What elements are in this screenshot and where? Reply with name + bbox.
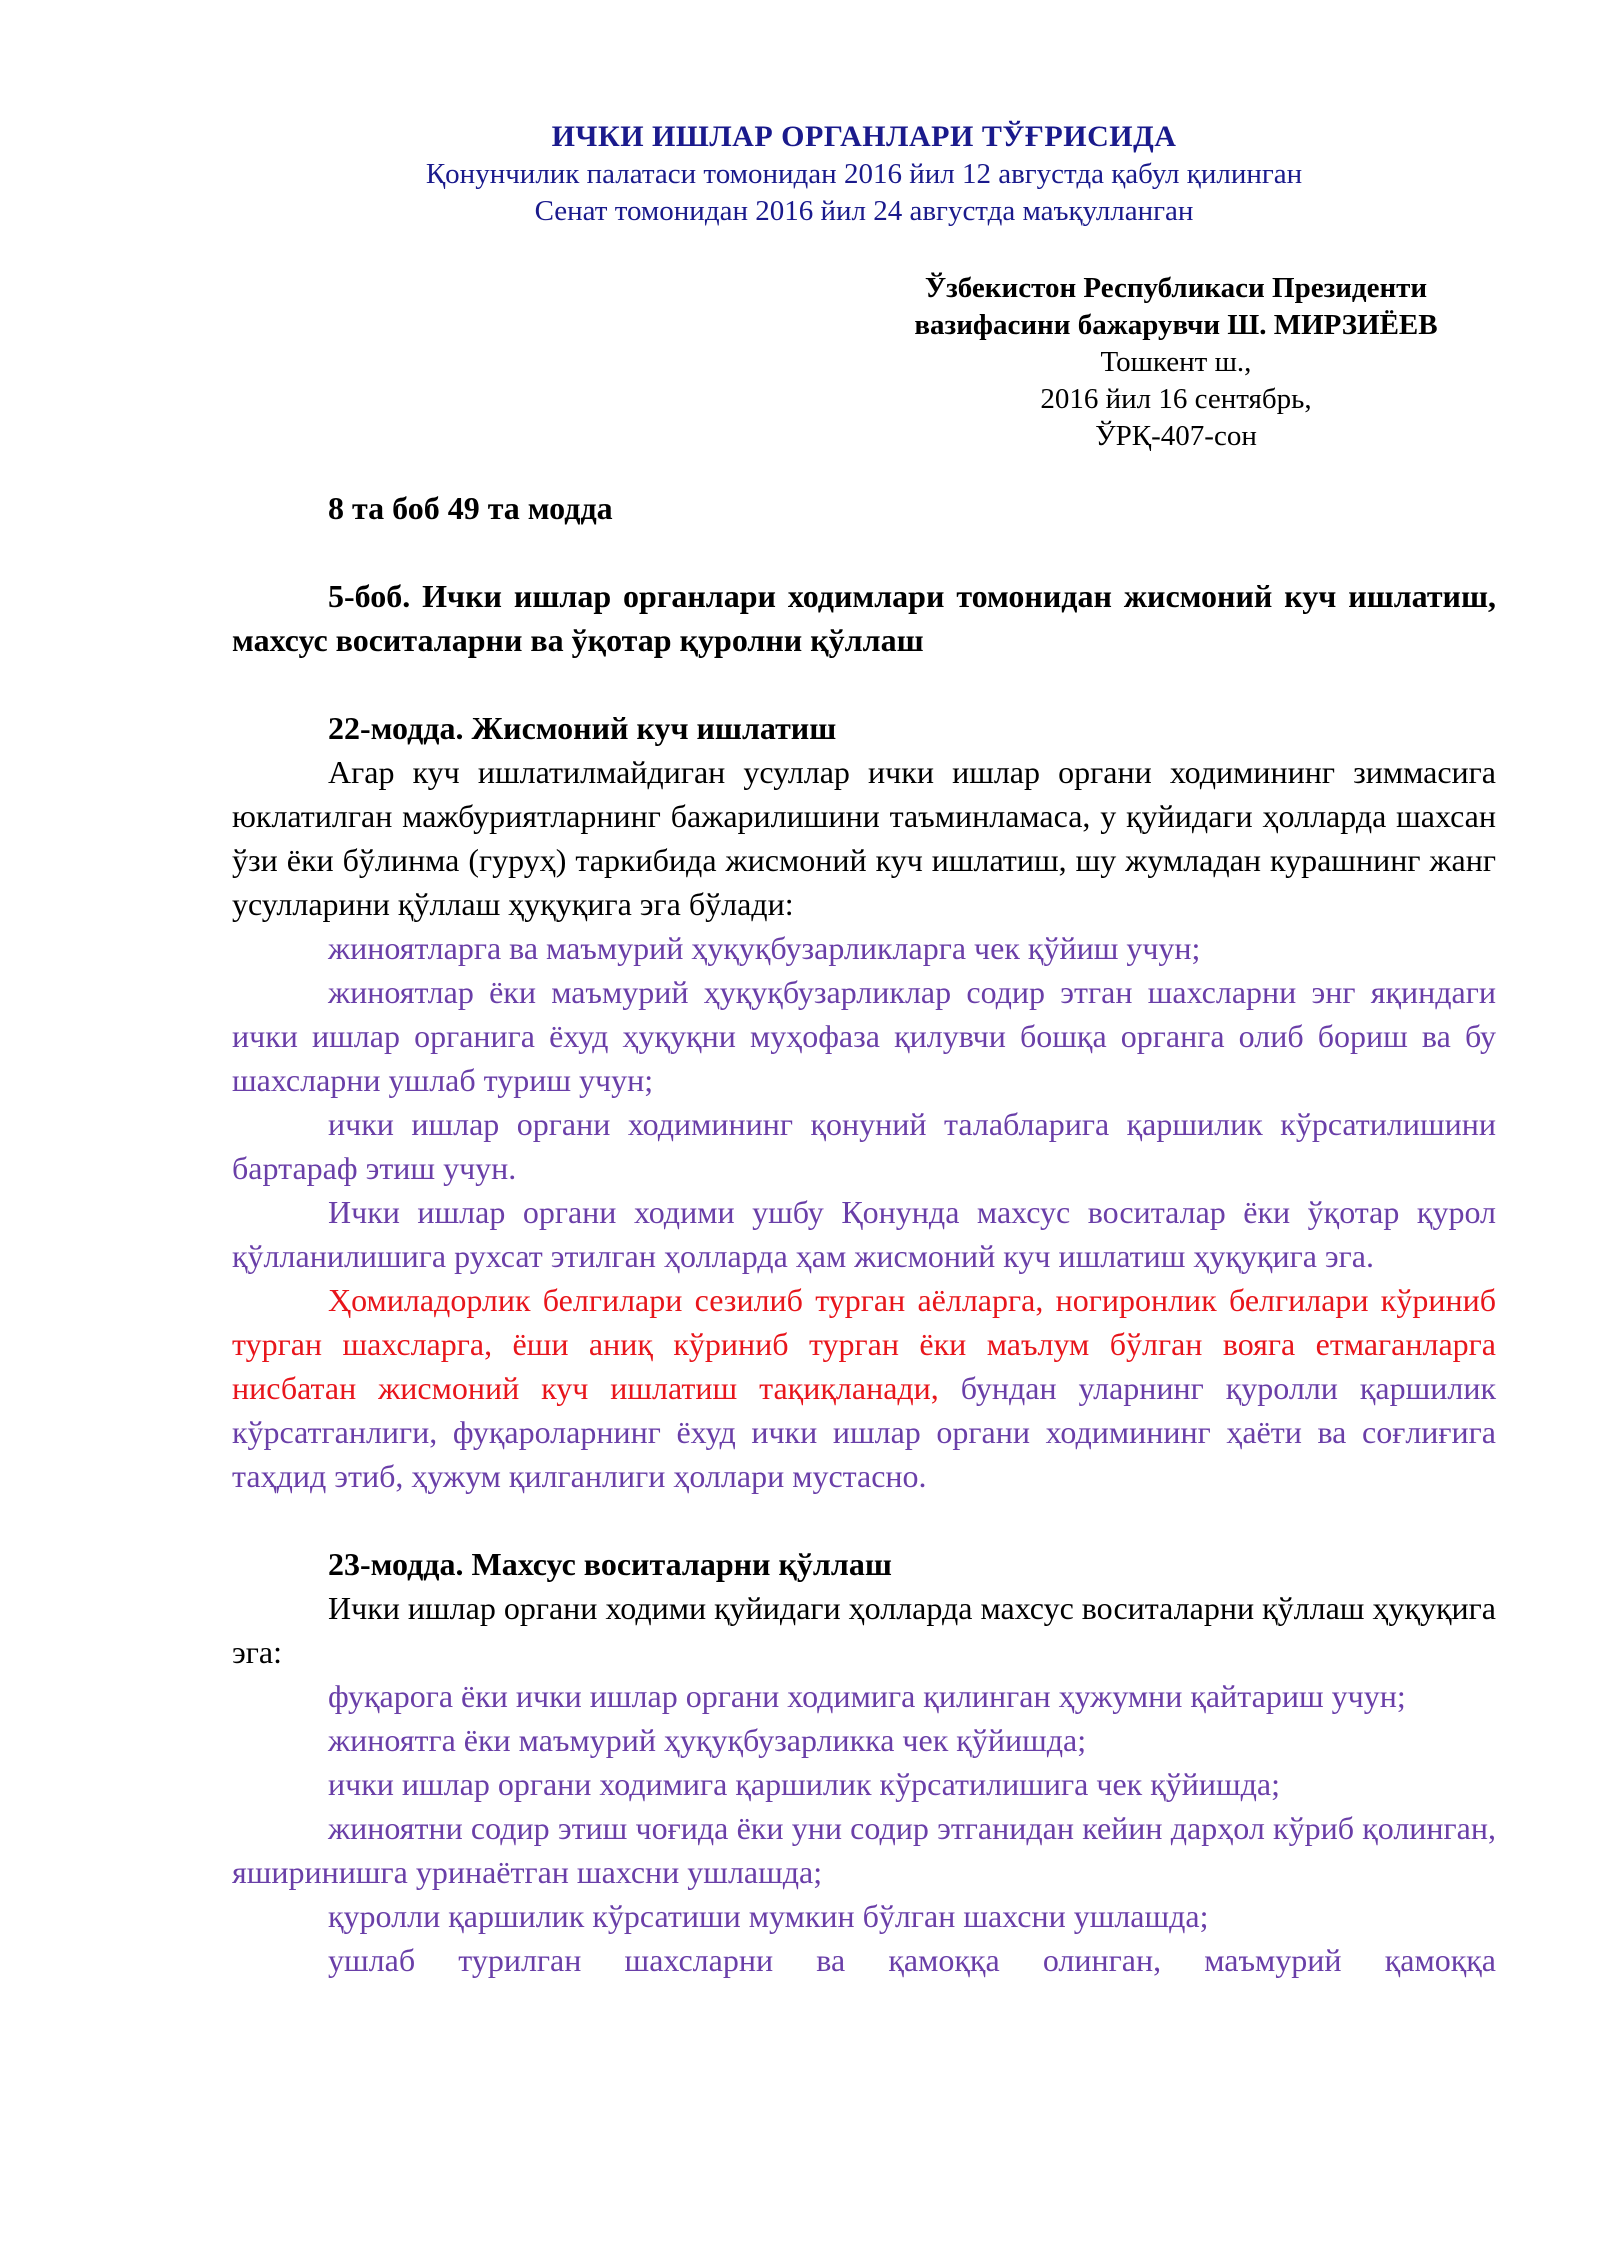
article-22 [232, 706, 1496, 1498]
article-22-item: жиноятларга ва маъмурий ҳуқуқбузарликларга чек қўйиш учун; [328, 930, 1201, 966]
adoption-note: Қонунчилик палатаси томонидан 2016 йил 12 августда қабул қилинган [425, 158, 1303, 190]
approval-note: Сенат томонидан 2016 йил 24 августда маъқулланган [534, 195, 1194, 227]
article-23-item: қуролли қаршилик кўрсатиши мумкин бўлган шахсни ушлашда; [328, 1898, 1209, 1934]
article-23-item: жиноятни содир этиш чоғида ёки уни содир этганидан кейин дарҳол кўриб қолинган, яширинишга уринаётган шахсни ушлашда; [232, 1810, 1496, 1890]
article-23-item: жиноятга ёки маъмурий ҳуқуқбузарликка чек қўйишда; [328, 1722, 1087, 1758]
article-23-item: фуқарога ёки ички ишлар органи ходимига қилинган ҳужумни қайтариш учун; [328, 1678, 1406, 1714]
signatory-position: Ўзбекистон Республикаси Президенти [924, 272, 1428, 304]
article-23-item: ушлаб турилган шахсларни ва қамоққа олинган, маъмурий қамоққа [328, 1942, 1496, 1978]
chapter-heading: 5-боб. Ички ишлар органлари ходимлари томонидан жисмоний куч ишлатиш, махсус воситаларни ва ўқотар қуролни қўллаш [232, 578, 1496, 658]
article-23-item: ички ишлар органи ходимига қаршилик кўрсатилишига чек қўйишда; [328, 1766, 1280, 1802]
article-22-title: 22-модда. Жисмоний куч ишлатиш [328, 710, 837, 746]
law-summary: 8 та боб 49 та модда [328, 490, 613, 526]
article-22-item: жиноятлар ёки маъмурий ҳуқуқбузарликлар содир этган шахсларни энг яқиндаги ички ишлар органига ёхуд ҳуқуқни муҳофаза қилувчи бошқа органга олиб бориш ва бу шахсларни ушлаб туриш учун; [232, 974, 1496, 1098]
prohibition-highlight: Ҳомиладорлик белгилари сезилиб турган аёлларга, ногиронлик белгилари кўриниб турган шахсларга, ёши аниқ кўриниб турган ёки маълум бўлган вояга етмаганларга нисбатан жисмоний куч ишлатиш тақиқланади, [232, 1282, 1496, 1406]
article-23-title: 23-модда. Махсус воситаларни қўллаш [328, 1546, 892, 1582]
article-22-item: ички ишлар органи ходимининг қонуний талабларига қаршилик кўрсатилишини бартараф этиш учун. [232, 1106, 1496, 1186]
article-23 [232, 1542, 1496, 1982]
document-header [232, 118, 1496, 230]
signature-place: Тошкент ш., [1100, 346, 1252, 378]
article-22-prohibition [232, 1278, 1496, 1498]
document-body [232, 486, 1496, 1982]
prohibition-exception: бундан уларнинг қуролли қаршилик кўрсатганлиги, фуқароларнинг ёхуд ички ишлар органи ходимининг ҳаёти ва соғлиғига таҳдид этиб, ҳужум қилганлиги ҳоллари мустасно. [232, 1370, 1497, 1494]
document-page [232, 0, 1496, 2262]
signatory-name: вазифасини бажарувчи Ш. МИРЗИЁЕВ [914, 309, 1438, 341]
article-22-extra: Ички ишлар органи ходими ушбу Қонунда махсус воситалар ёки ўқотар қурол қўлланилишига рухсат этилган ҳолларда ҳам жисмоний куч ишлатиш ҳуқуқига эга. [232, 1194, 1496, 1274]
law-title: ИЧКИ ИШЛАР ОРГАНЛАРИ ТЎҒРИСИДА [551, 120, 1177, 153]
signature-block [856, 270, 1496, 455]
article-22-intro: Агар куч ишлатилмайдиган усуллар ички ишлар органи ходимининг зиммасига юклатилган мажбуриятларнинг бажарилишини таъминламаса, у қуйидаги ҳолларда шахсан ўзи ёки бўлинма (гуруҳ) таркибида жисмоний куч ишлатиш, шу жумладан курашнинг жанг усулларини қўллаш ҳуқуқига эга бўлади: [232, 754, 1496, 922]
article-23-intro: Ички ишлар органи ходими қуйидаги ҳолларда махсус воситаларни қўллаш ҳуқуқига эга: [232, 1590, 1496, 1670]
signature-date: 2016 йил 16 сентябрь, [1040, 383, 1312, 415]
law-number: ЎРҚ-407-сон [1095, 420, 1257, 452]
